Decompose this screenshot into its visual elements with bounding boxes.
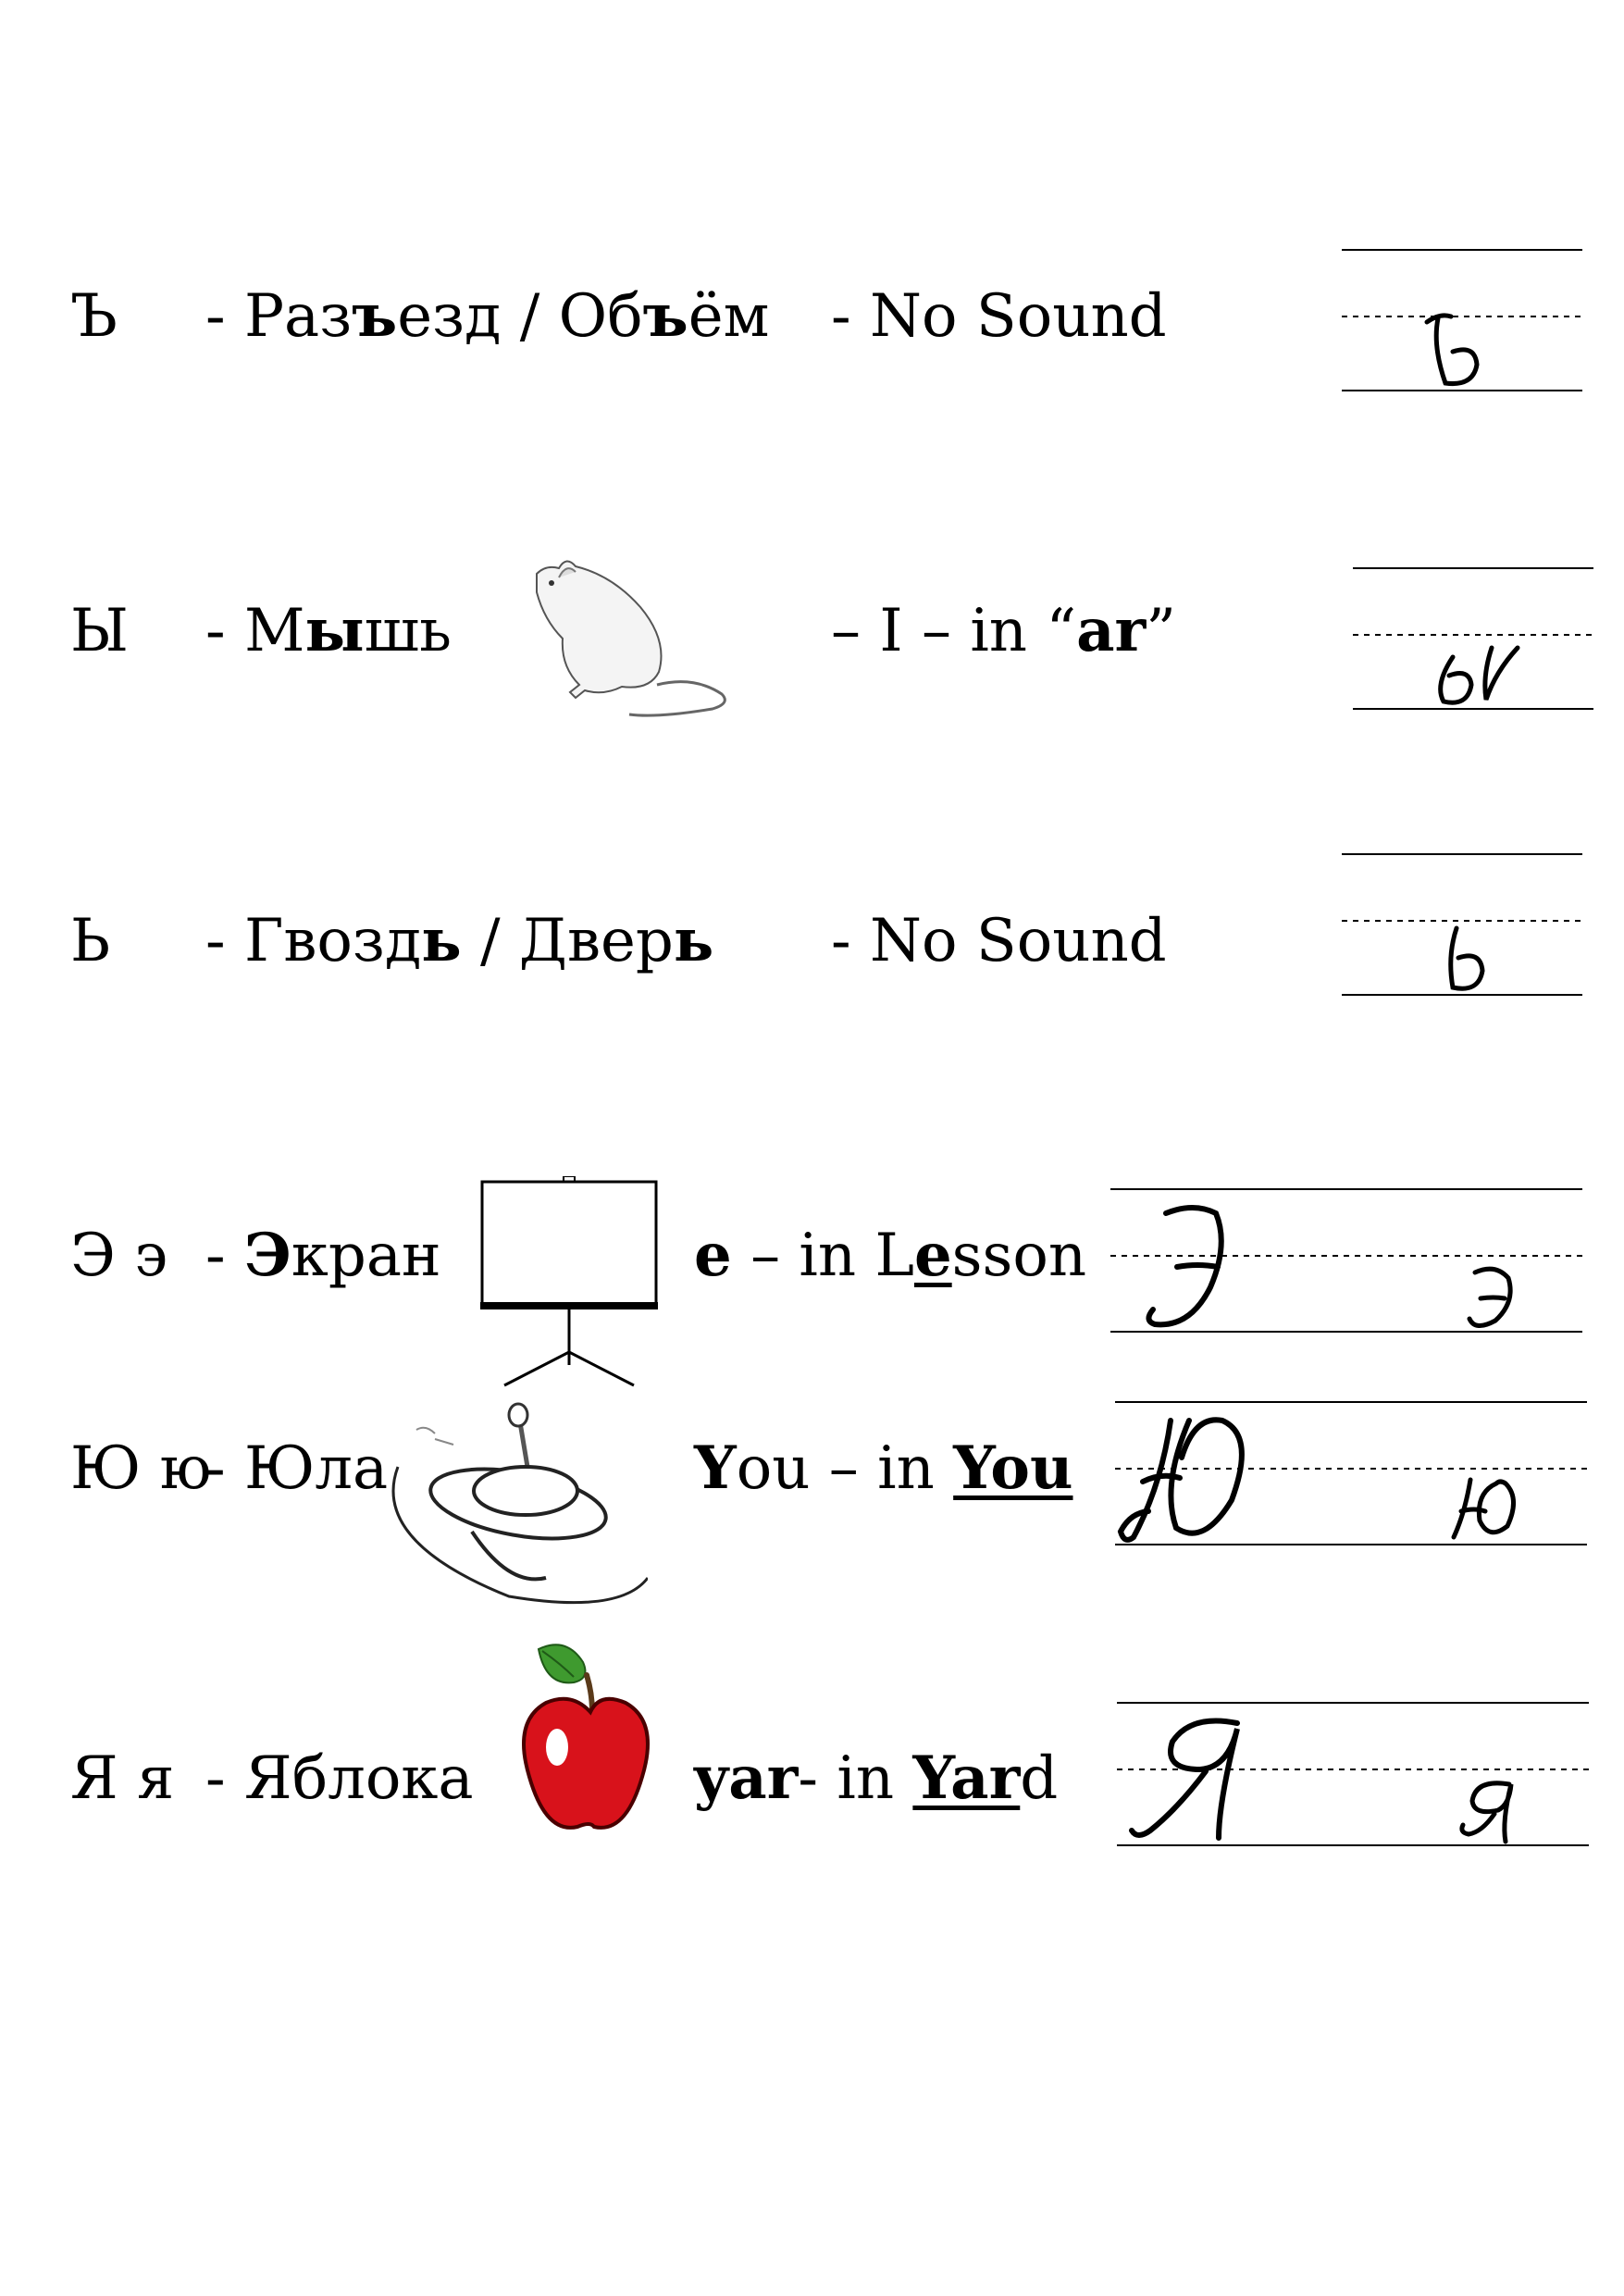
letter: Ъ [70, 282, 118, 351]
handwriting-guide [1110, 1189, 1582, 1347]
letter: Ь [70, 907, 111, 975]
cursive-capital-e [1148, 1208, 1221, 1324]
example-word: - Яблока [205, 1744, 474, 1813]
sound-description: – I – in “ar” [831, 596, 1176, 665]
cursive-small-yu [1454, 1480, 1514, 1537]
handwriting-guide [1117, 1703, 1589, 1860]
handwriting-guide [1342, 250, 1582, 398]
spinning-top-icon [379, 1402, 648, 1619]
letter: Ю ю [70, 1434, 212, 1503]
letter: Ы [70, 597, 129, 665]
mouse-icon [518, 555, 740, 726]
example-word: - Гвоздь / Дверь [205, 906, 714, 975]
cursive-soft-sign [1451, 928, 1482, 988]
row-yery [0, 592, 1624, 740]
row-hard-sign [0, 278, 1624, 407]
sound-description: You – in You [694, 1433, 1073, 1503]
example-word: - Разъезд / Объём [205, 281, 770, 351]
apple-icon [518, 1638, 666, 1845]
row-soft-sign [0, 902, 1624, 1032]
projector-screen-icon [477, 1176, 662, 1393]
example-word: - Юла [205, 1434, 389, 1503]
sound-description: yar- in Yard [694, 1744, 1059, 1813]
cursive-capital-yu [1121, 1420, 1242, 1540]
handwriting-guide [1342, 854, 1582, 1002]
sound-description: e – in Lesson [694, 1221, 1087, 1290]
cursive-capital-ya [1132, 1721, 1237, 1839]
example-word: - Мышь [205, 596, 452, 665]
letter: Э э [70, 1222, 168, 1290]
row-e [0, 1217, 1624, 1365]
cursive-hard-sign [1427, 316, 1477, 384]
sound-description: - No Sound [831, 907, 1167, 975]
letter: Я я [70, 1744, 175, 1813]
cursive-yery [1441, 648, 1518, 702]
row-yu [0, 1430, 1624, 1596]
cursive-small-e [1469, 1269, 1510, 1325]
row-ya [0, 1740, 1624, 1888]
example-word: - Экран [205, 1221, 441, 1290]
cursive-small-ya [1462, 1783, 1511, 1842]
handwriting-guide [1353, 568, 1593, 716]
handwriting-guide [1115, 1402, 1587, 1559]
sound-description: - No Sound [831, 282, 1167, 351]
